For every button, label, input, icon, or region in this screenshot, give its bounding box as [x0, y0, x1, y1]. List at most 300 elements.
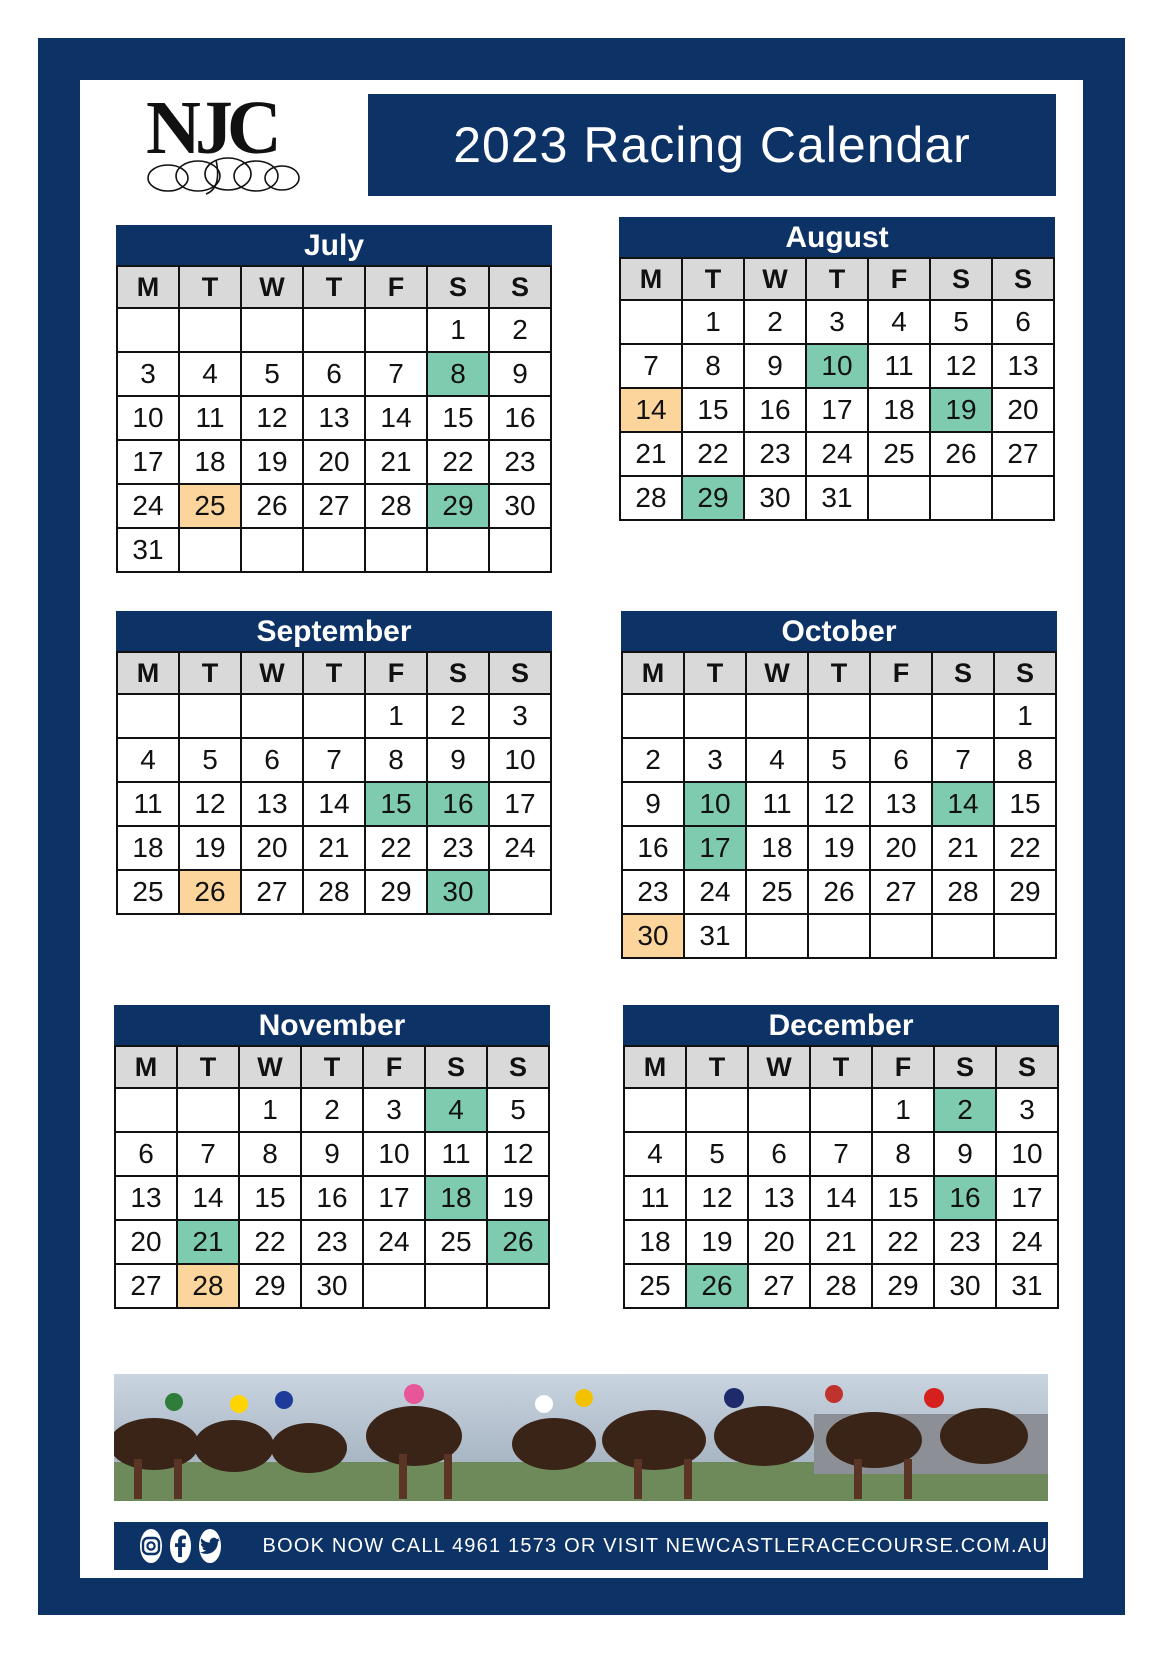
week-row	[117, 694, 551, 738]
calendar-grid	[116, 265, 552, 573]
day-cell: 16	[489, 396, 551, 440]
day-cell: 3	[363, 1088, 425, 1132]
calendar-grid	[619, 257, 1055, 521]
empty-day-cell	[365, 308, 427, 352]
day-cell: 17	[489, 782, 551, 826]
day-cell: 21	[177, 1220, 239, 1264]
day-cell: 18	[179, 440, 241, 484]
day-cell: 8	[365, 738, 427, 782]
day-cell: 23	[934, 1220, 996, 1264]
week-row	[115, 1088, 549, 1132]
empty-day-cell	[746, 694, 808, 738]
day-cell: 22	[682, 432, 744, 476]
week-row	[117, 738, 551, 782]
day-cell: 20	[241, 826, 303, 870]
day-cell: 12	[686, 1176, 748, 1220]
empty-day-cell	[115, 1088, 177, 1132]
weekday-label: T	[684, 652, 746, 694]
day-cell: 21	[303, 826, 365, 870]
day-cell: 22	[239, 1220, 301, 1264]
day-cell: 30	[744, 476, 806, 520]
day-cell: 9	[934, 1132, 996, 1176]
day-cell: 30	[427, 870, 489, 914]
day-cell: 16	[301, 1176, 363, 1220]
empty-day-cell	[868, 476, 930, 520]
day-cell: 15	[994, 782, 1056, 826]
day-cell: 1	[427, 308, 489, 352]
day-cell: 26	[686, 1264, 748, 1308]
weekday-label: T	[301, 1046, 363, 1088]
day-cell: 27	[303, 484, 365, 528]
weekday-label: T	[179, 266, 241, 308]
day-cell: 14	[932, 782, 994, 826]
month-november	[114, 1005, 550, 1309]
day-cell: 22	[365, 826, 427, 870]
empty-day-cell	[810, 1088, 872, 1132]
twitter-icon[interactable]	[199, 1529, 221, 1563]
week-row	[620, 388, 1054, 432]
day-cell: 17	[806, 388, 868, 432]
weekday-header-row	[117, 652, 551, 694]
day-cell: 25	[868, 432, 930, 476]
empty-day-cell	[748, 1088, 810, 1132]
day-cell: 1	[994, 694, 1056, 738]
day-cell: 12	[241, 396, 303, 440]
day-cell: 4	[425, 1088, 487, 1132]
day-cell: 9	[744, 344, 806, 388]
day-cell: 29	[365, 870, 427, 914]
weekday-label: T	[810, 1046, 872, 1088]
day-cell: 11	[624, 1176, 686, 1220]
day-cell: 28	[365, 484, 427, 528]
day-cell: 1	[682, 300, 744, 344]
empty-day-cell	[303, 694, 365, 738]
weekday-label: F	[872, 1046, 934, 1088]
week-row	[622, 694, 1056, 738]
weekday-label: S	[487, 1046, 549, 1088]
weekday-label: F	[363, 1046, 425, 1088]
racing-photo	[114, 1374, 1048, 1501]
month-name: August	[619, 217, 1055, 257]
day-cell: 19	[487, 1176, 549, 1220]
weekday-label: S	[994, 652, 1056, 694]
calendar-grid	[114, 1045, 550, 1309]
weekday-label: S	[932, 652, 994, 694]
day-cell: 21	[365, 440, 427, 484]
empty-day-cell	[425, 1264, 487, 1308]
weekday-label: S	[489, 266, 551, 308]
weekday-label: S	[996, 1046, 1058, 1088]
day-cell: 5	[808, 738, 870, 782]
day-cell: 7	[620, 344, 682, 388]
week-row	[117, 484, 551, 528]
day-cell: 11	[425, 1132, 487, 1176]
footer-contact-text: BOOK NOW CALL 4961 1573 OR VISIT NEWCASTLERACECOURSE.COM.AU	[262, 1534, 1048, 1557]
day-cell: 13	[303, 396, 365, 440]
day-cell: 19	[930, 388, 992, 432]
week-row	[624, 1220, 1058, 1264]
day-cell: 31	[684, 914, 746, 958]
day-cell: 9	[622, 782, 684, 826]
week-row	[622, 870, 1056, 914]
day-cell: 12	[930, 344, 992, 388]
week-row	[117, 352, 551, 396]
day-cell: 29	[239, 1264, 301, 1308]
empty-day-cell	[684, 694, 746, 738]
weekday-label: S	[427, 652, 489, 694]
day-cell: 24	[363, 1220, 425, 1264]
weekday-label: M	[620, 258, 682, 300]
weekday-label: T	[806, 258, 868, 300]
day-cell: 25	[425, 1220, 487, 1264]
day-cell: 15	[427, 396, 489, 440]
calendar-grid	[116, 651, 552, 915]
day-cell: 8	[682, 344, 744, 388]
day-cell: 21	[932, 826, 994, 870]
weekday-label: T	[179, 652, 241, 694]
empty-day-cell	[994, 914, 1056, 958]
day-cell: 18	[117, 826, 179, 870]
day-cell: 19	[686, 1220, 748, 1264]
day-cell: 6	[115, 1132, 177, 1176]
facebook-icon[interactable]	[170, 1529, 192, 1563]
month-august	[619, 217, 1055, 521]
day-cell: 26	[179, 870, 241, 914]
day-cell: 16	[427, 782, 489, 826]
instagram-icon[interactable]	[140, 1529, 162, 1563]
day-cell: 24	[117, 484, 179, 528]
empty-day-cell	[808, 694, 870, 738]
day-cell: 14	[620, 388, 682, 432]
day-cell: 12	[487, 1132, 549, 1176]
day-cell: 20	[870, 826, 932, 870]
week-row	[620, 476, 1054, 520]
day-cell: 24	[684, 870, 746, 914]
week-row	[622, 826, 1056, 870]
calendar-grid	[623, 1045, 1059, 1309]
day-cell: 9	[489, 352, 551, 396]
day-cell: 31	[996, 1264, 1058, 1308]
empty-day-cell	[179, 528, 241, 572]
day-cell: 16	[934, 1176, 996, 1220]
week-row	[117, 308, 551, 352]
day-cell: 3	[806, 300, 868, 344]
empty-day-cell	[620, 300, 682, 344]
day-cell: 23	[744, 432, 806, 476]
day-cell: 9	[301, 1132, 363, 1176]
week-row	[117, 826, 551, 870]
day-cell: 17	[117, 440, 179, 484]
day-cell: 1	[872, 1088, 934, 1132]
day-cell: 13	[748, 1176, 810, 1220]
day-cell: 31	[117, 528, 179, 572]
day-cell: 6	[303, 352, 365, 396]
empty-day-cell	[870, 694, 932, 738]
day-cell: 26	[487, 1220, 549, 1264]
week-row	[115, 1132, 549, 1176]
day-cell: 25	[624, 1264, 686, 1308]
day-cell: 14	[303, 782, 365, 826]
day-cell: 5	[686, 1132, 748, 1176]
week-row	[117, 782, 551, 826]
weekday-label: S	[992, 258, 1054, 300]
day-cell: 19	[808, 826, 870, 870]
day-cell: 14	[365, 396, 427, 440]
day-cell: 18	[624, 1220, 686, 1264]
day-cell: 20	[115, 1220, 177, 1264]
day-cell: 24	[489, 826, 551, 870]
day-cell: 30	[934, 1264, 996, 1308]
day-cell: 7	[932, 738, 994, 782]
weekday-label: S	[425, 1046, 487, 1088]
day-cell: 22	[427, 440, 489, 484]
empty-day-cell	[117, 694, 179, 738]
day-cell: 27	[115, 1264, 177, 1308]
day-cell: 27	[748, 1264, 810, 1308]
day-cell: 29	[872, 1264, 934, 1308]
day-cell: 13	[870, 782, 932, 826]
day-cell: 1	[239, 1088, 301, 1132]
empty-day-cell	[365, 528, 427, 572]
day-cell: 11	[746, 782, 808, 826]
day-cell: 5	[487, 1088, 549, 1132]
day-cell: 2	[744, 300, 806, 344]
empty-day-cell	[686, 1088, 748, 1132]
day-cell: 2	[934, 1088, 996, 1132]
week-row	[624, 1132, 1058, 1176]
day-cell: 14	[810, 1176, 872, 1220]
weekday-label: M	[117, 266, 179, 308]
day-cell: 27	[992, 432, 1054, 476]
day-cell: 21	[810, 1220, 872, 1264]
day-cell: 30	[301, 1264, 363, 1308]
weekday-label: M	[624, 1046, 686, 1088]
empty-day-cell	[487, 1264, 549, 1308]
day-cell: 23	[427, 826, 489, 870]
day-cell: 4	[624, 1132, 686, 1176]
empty-day-cell	[427, 528, 489, 572]
week-row	[620, 300, 1054, 344]
week-row	[115, 1176, 549, 1220]
day-cell: 5	[179, 738, 241, 782]
weekday-label: W	[241, 266, 303, 308]
week-row	[620, 344, 1054, 388]
njc-logo	[146, 86, 301, 202]
day-cell: 2	[622, 738, 684, 782]
month-july	[116, 225, 552, 573]
day-cell: 3	[684, 738, 746, 782]
weekday-label: M	[622, 652, 684, 694]
weekday-label: W	[748, 1046, 810, 1088]
empty-day-cell	[489, 870, 551, 914]
week-row	[622, 914, 1056, 958]
day-cell: 18	[746, 826, 808, 870]
day-cell: 28	[810, 1264, 872, 1308]
weekday-label: F	[868, 258, 930, 300]
empty-day-cell	[241, 308, 303, 352]
month-september	[116, 611, 552, 915]
day-cell: 8	[872, 1132, 934, 1176]
day-cell: 27	[870, 870, 932, 914]
day-cell: 4	[179, 352, 241, 396]
day-cell: 10	[806, 344, 868, 388]
day-cell: 18	[425, 1176, 487, 1220]
day-cell: 11	[179, 396, 241, 440]
month-october	[621, 611, 1057, 959]
empty-day-cell	[808, 914, 870, 958]
empty-day-cell	[930, 476, 992, 520]
empty-day-cell	[624, 1088, 686, 1132]
week-row	[624, 1176, 1058, 1220]
day-cell: 23	[622, 870, 684, 914]
empty-day-cell	[992, 476, 1054, 520]
day-cell: 20	[748, 1220, 810, 1264]
day-cell: 7	[303, 738, 365, 782]
day-cell: 12	[179, 782, 241, 826]
day-cell: 17	[996, 1176, 1058, 1220]
empty-day-cell	[303, 528, 365, 572]
month-name: July	[116, 225, 552, 265]
day-cell: 19	[241, 440, 303, 484]
weekday-label: F	[365, 652, 427, 694]
calendar-grid	[621, 651, 1057, 959]
day-cell: 13	[992, 344, 1054, 388]
day-cell: 29	[427, 484, 489, 528]
day-cell: 18	[868, 388, 930, 432]
day-cell: 17	[684, 826, 746, 870]
day-cell: 15	[682, 388, 744, 432]
month-december	[623, 1005, 1059, 1309]
weekday-label: S	[489, 652, 551, 694]
weekday-label: T	[177, 1046, 239, 1088]
day-cell: 10	[489, 738, 551, 782]
weekday-header-row	[115, 1046, 549, 1088]
day-cell: 10	[996, 1132, 1058, 1176]
weekday-header-row	[117, 266, 551, 308]
day-cell: 23	[489, 440, 551, 484]
empty-day-cell	[932, 694, 994, 738]
logo-flourish	[146, 86, 301, 202]
day-cell: 22	[872, 1220, 934, 1264]
weekday-label: M	[115, 1046, 177, 1088]
day-cell: 3	[489, 694, 551, 738]
day-cell: 16	[744, 388, 806, 432]
day-cell: 6	[748, 1132, 810, 1176]
month-name: December	[623, 1005, 1059, 1045]
day-cell: 2	[301, 1088, 363, 1132]
weekday-label: S	[930, 258, 992, 300]
weekday-header-row	[624, 1046, 1058, 1088]
day-cell: 6	[241, 738, 303, 782]
week-row	[115, 1264, 549, 1308]
day-cell: 7	[177, 1132, 239, 1176]
month-name: November	[114, 1005, 550, 1045]
weekday-header-row	[622, 652, 1056, 694]
empty-day-cell	[622, 694, 684, 738]
day-cell: 8	[994, 738, 1056, 782]
racing-photo-illustration	[114, 1374, 1048, 1501]
day-cell: 8	[239, 1132, 301, 1176]
empty-day-cell	[241, 694, 303, 738]
week-row	[117, 870, 551, 914]
empty-day-cell	[241, 528, 303, 572]
day-cell: 10	[684, 782, 746, 826]
title-banner	[368, 94, 1056, 196]
day-cell: 16	[622, 826, 684, 870]
day-cell: 12	[808, 782, 870, 826]
day-cell: 5	[241, 352, 303, 396]
day-cell: 9	[427, 738, 489, 782]
day-cell: 24	[996, 1220, 1058, 1264]
week-row	[622, 738, 1056, 782]
week-row	[117, 528, 551, 572]
week-row	[624, 1088, 1058, 1132]
weekday-label: W	[746, 652, 808, 694]
weekday-label: F	[870, 652, 932, 694]
day-cell: 13	[115, 1176, 177, 1220]
logo-text: NJC	[146, 86, 276, 170]
week-row	[620, 432, 1054, 476]
weekday-label: F	[365, 266, 427, 308]
day-cell: 3	[117, 352, 179, 396]
week-row	[115, 1220, 549, 1264]
day-cell: 1	[365, 694, 427, 738]
page-title: 2023 Racing Calendar	[453, 117, 971, 173]
day-cell: 17	[363, 1176, 425, 1220]
day-cell: 31	[806, 476, 868, 520]
week-row	[117, 396, 551, 440]
day-cell: 7	[365, 352, 427, 396]
day-cell: 5	[930, 300, 992, 344]
empty-day-cell	[117, 308, 179, 352]
day-cell: 23	[301, 1220, 363, 1264]
day-cell: 20	[992, 388, 1054, 432]
weekday-label: T	[682, 258, 744, 300]
day-cell: 15	[239, 1176, 301, 1220]
day-cell: 28	[177, 1264, 239, 1308]
empty-day-cell	[179, 308, 241, 352]
weekday-label: W	[239, 1046, 301, 1088]
weekday-label: M	[117, 652, 179, 694]
weekday-label: T	[303, 652, 365, 694]
day-cell: 4	[868, 300, 930, 344]
day-cell: 15	[872, 1176, 934, 1220]
week-row	[117, 440, 551, 484]
day-cell: 14	[177, 1176, 239, 1220]
day-cell: 30	[489, 484, 551, 528]
day-cell: 28	[303, 870, 365, 914]
day-cell: 20	[303, 440, 365, 484]
empty-day-cell	[746, 914, 808, 958]
day-cell: 25	[117, 870, 179, 914]
empty-day-cell	[177, 1088, 239, 1132]
day-cell: 13	[241, 782, 303, 826]
footer-bar	[114, 1522, 1048, 1570]
day-cell: 29	[994, 870, 1056, 914]
day-cell: 6	[992, 300, 1054, 344]
day-cell: 26	[808, 870, 870, 914]
day-cell: 25	[179, 484, 241, 528]
day-cell: 22	[994, 826, 1056, 870]
day-cell: 11	[117, 782, 179, 826]
day-cell: 6	[870, 738, 932, 782]
day-cell: 8	[427, 352, 489, 396]
weekday-label: S	[934, 1046, 996, 1088]
day-cell: 26	[241, 484, 303, 528]
month-name: September	[116, 611, 552, 651]
weekday-label: T	[686, 1046, 748, 1088]
day-cell: 15	[365, 782, 427, 826]
